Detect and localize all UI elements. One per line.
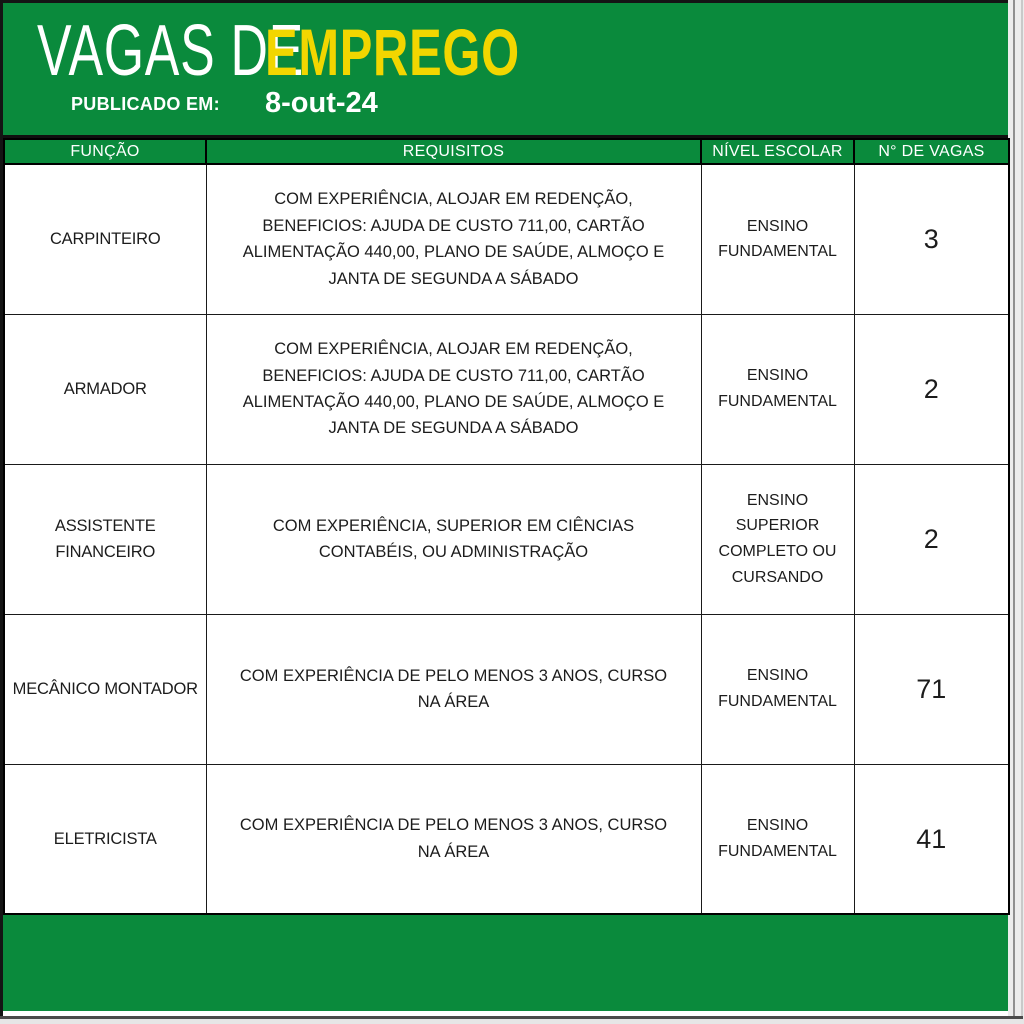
column-header-funcao: FUNÇÃO <box>4 139 206 164</box>
jobs-table-body <box>4 164 1009 914</box>
cell-requisitos: COM EXPERIÊNCIA, SUPERIOR EM CIÊNCIAS CONTABÉIS, OU ADMINISTRAÇÃO <box>206 464 701 614</box>
column-header-nivel-escolar: NÍVEL ESCOLAR <box>701 139 854 164</box>
table-row <box>4 314 1009 464</box>
published-date: 8-out-24 <box>265 87 378 119</box>
cell-funcao: ASSISTENTE FINANCEIRO <box>4 464 206 614</box>
page-title-highlight: EMPREGO <box>265 15 520 89</box>
banner <box>3 3 1008 138</box>
page-right-edge-line <box>1013 0 1015 1016</box>
cell-funcao: CARPINTEIRO <box>4 164 206 314</box>
cell-nivel-escolar: ENSINO FUNDAMENTAL <box>701 314 854 464</box>
cell-funcao: ELETRICISTA <box>4 764 206 914</box>
cell-requisitos: COM EXPERIÊNCIA DE PELO MENOS 3 ANOS, CURSO NA ÁREA <box>206 764 701 914</box>
cell-n-de-vagas: 2 <box>854 314 1009 464</box>
published-label: PUBLICADO EM: <box>71 94 220 114</box>
jobs-table-header <box>4 139 1009 164</box>
cell-n-de-vagas: 3 <box>854 164 1009 314</box>
table-row <box>4 764 1009 914</box>
column-header-requisitos: REQUISITOS <box>206 139 701 164</box>
jobs-table <box>3 138 1010 915</box>
cell-n-de-vagas: 41 <box>854 764 1009 914</box>
page-right-edge-line-outer <box>1021 0 1023 1016</box>
cell-requisitos: COM EXPERIÊNCIA DE PELO MENOS 3 ANOS, CURSO NA ÁREA <box>206 614 701 764</box>
header-row <box>4 139 1009 164</box>
cell-funcao: MECÂNICO MONTADOR <box>4 614 206 764</box>
page-title: VAGAS DE <box>37 11 304 91</box>
table-row <box>4 164 1009 314</box>
page-bottom-edge-gutter <box>0 1019 1024 1024</box>
cell-requisitos: COM EXPERIÊNCIA, ALOJAR EM REDENÇÃO, BENEFICIOS: AJUDA DE CUSTO 711,00, CARTÃO ALIMENTAÇÃO 440,00, PLANO DE SAÚDE, ALMOÇO E JANTA DE SEGUNDA A SÁBADO <box>206 164 701 314</box>
cell-nivel-escolar: ENSINO FUNDAMENTAL <box>701 764 854 914</box>
column-header-n-de-vagas: N° DE VAGAS <box>854 139 1009 164</box>
cell-nivel-escolar: ENSINO FUNDAMENTAL <box>701 164 854 314</box>
table-row <box>4 614 1009 764</box>
cell-requisitos: COM EXPERIÊNCIA, ALOJAR EM REDENÇÃO, BENEFICIOS: AJUDA DE CUSTO 711,00, CARTÃO ALIMENTAÇÃO 440,00, PLANO DE SAÚDE, ALMOÇO E JANTA DE SEGUNDA A SÁBADO <box>206 314 701 464</box>
cell-n-de-vagas: 71 <box>854 614 1009 764</box>
cell-nivel-escolar: ENSINO FUNDAMENTAL <box>701 614 854 764</box>
cell-n-de-vagas: 2 <box>854 464 1009 614</box>
cell-funcao: ARMADOR <box>4 314 206 464</box>
table-row <box>4 464 1009 614</box>
footer-bar <box>3 915 1008 1011</box>
cell-nivel-escolar: ENSINO SUPERIOR COMPLETO OU CURSANDO <box>701 464 854 614</box>
